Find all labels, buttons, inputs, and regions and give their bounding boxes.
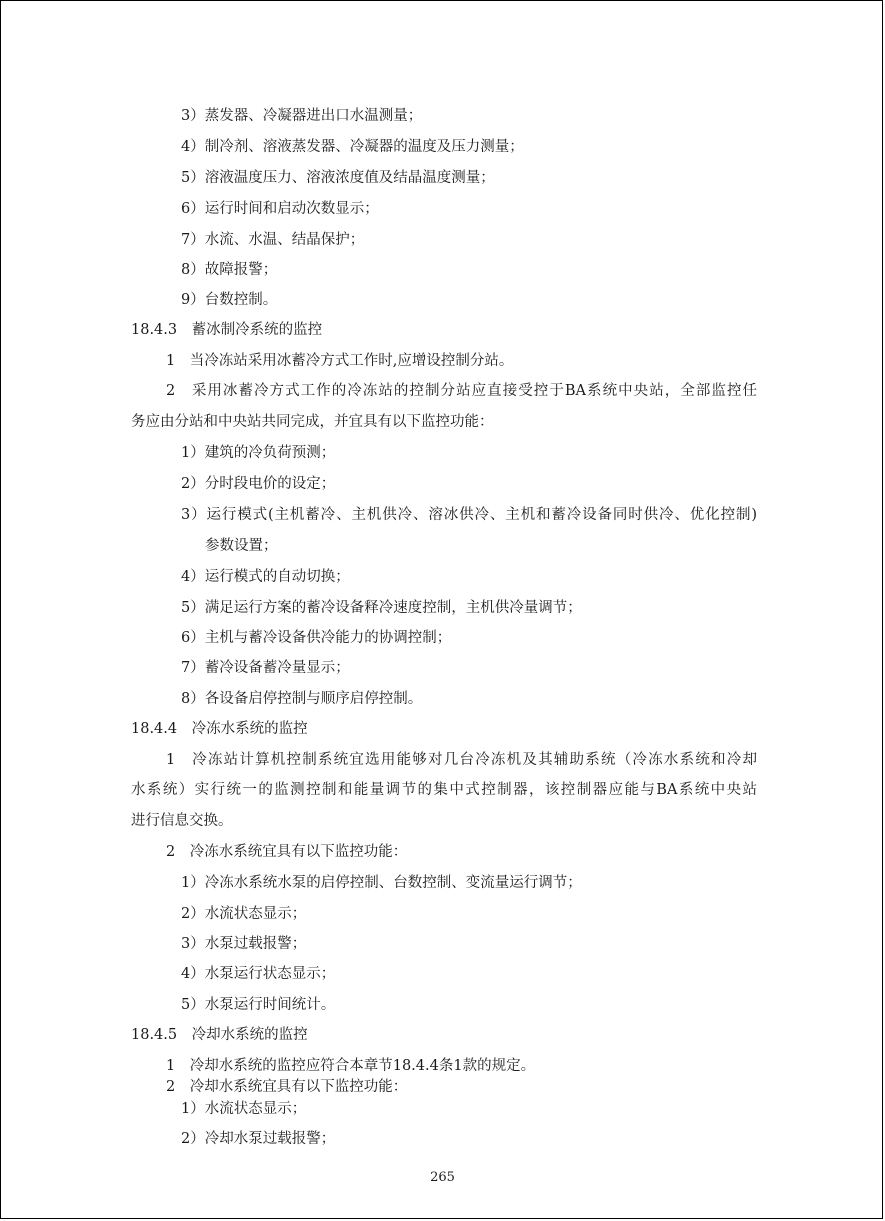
section-heading: 18.4.4 冷冻水系统的监控 (131, 721, 308, 737)
text-line: 务应由分站和中央站共同完成，并宜具有以下监控功能： (131, 414, 494, 430)
text-line: 9）台数控制。 (181, 292, 278, 308)
text-line: 2 冷却水系统宜具有以下监控功能： (166, 1079, 408, 1095)
text-line: 3）蒸发器、冷凝器进出口水温测量； (181, 108, 423, 124)
text-line: 1）冷冻水系统水泵的启停控制、台数控制、变流量运行调节； (181, 875, 582, 891)
page-number: 265 (430, 1170, 455, 1185)
text-line: 2）水流状态显示； (181, 906, 307, 922)
text-line: 参数设置； (205, 538, 278, 554)
text-line: 1 冷冻站计算机控制系统宜选用能够对几台冷冻机及其辅助系统（冷冻水系统和冷却 (166, 752, 757, 768)
text-line: 8）各设备启停控制与顺序启停控制。 (181, 691, 423, 707)
text-line: 6）主机与蓄冷设备供冷能力的协调控制； (181, 630, 452, 646)
text-line: 8）故障报警； (181, 262, 278, 278)
text-line: 1）水流状态显示； (181, 1101, 307, 1117)
text-line: 进行信息交换。 (131, 813, 233, 829)
text-line: 1 当冷冻站采用冰蓄冷方式工作时,应增设控制分站。 (166, 353, 514, 369)
section-heading: 18.4.5 冷却水系统的监控 (131, 1027, 308, 1043)
text-line: 3）运行模式(主机蓄冷、主机供冷、溶冰供冷、主机和蓄冷设备同时供冷、优化控制) (181, 507, 757, 523)
text-line: 4）水泵运行状态显示； (181, 966, 336, 982)
text-line: 2 采用冰蓄冷方式工作的冷冻站的控制分站应直接受控于BA系统中央站，全部监控任 (166, 383, 757, 399)
text-line: 2）分时段电价的设定； (181, 476, 336, 492)
text-line: 2 冷冻水系统宜具有以下监控功能： (166, 844, 408, 860)
text-line: 1）建筑的冷负荷预测； (181, 445, 336, 461)
text-line: 水系统）实行统一的监测控制和能量调节的集中式控制器，该控制器应能与BA系统中央站 (131, 782, 757, 798)
text-line: 5）溶液温度压力、溶液浓度值及结晶温度测量； (181, 170, 495, 186)
text-line: 7）水流、水温、结晶保护； (181, 232, 365, 248)
text-line: 4）运行模式的自动切换； (181, 569, 350, 585)
text-line: 3）水泵过载报警； (181, 936, 307, 952)
text-line: 5）满足运行方案的蓄冷设备释冷速度控制，主机供冷量调节； (181, 600, 582, 616)
text-line: 6）运行时间和启动次数显示； (181, 201, 379, 217)
section-heading: 18.4.3 蓄冰制冷系统的监控 (131, 322, 323, 338)
text-line: 1 冷却水系统的监控应符合本章节18.4.4条1款的规定。 (166, 1058, 536, 1074)
text-line: 2）冷却水泵过载报警； (181, 1131, 336, 1147)
text-line: 4）制冷剂、溶液蒸发器、冷凝器的温度及压力测量； (181, 139, 524, 155)
text-line: 7）蓄冷设备蓄冷量显示； (181, 660, 350, 676)
text-line: 5）水泵运行时间统计。 (181, 997, 336, 1013)
